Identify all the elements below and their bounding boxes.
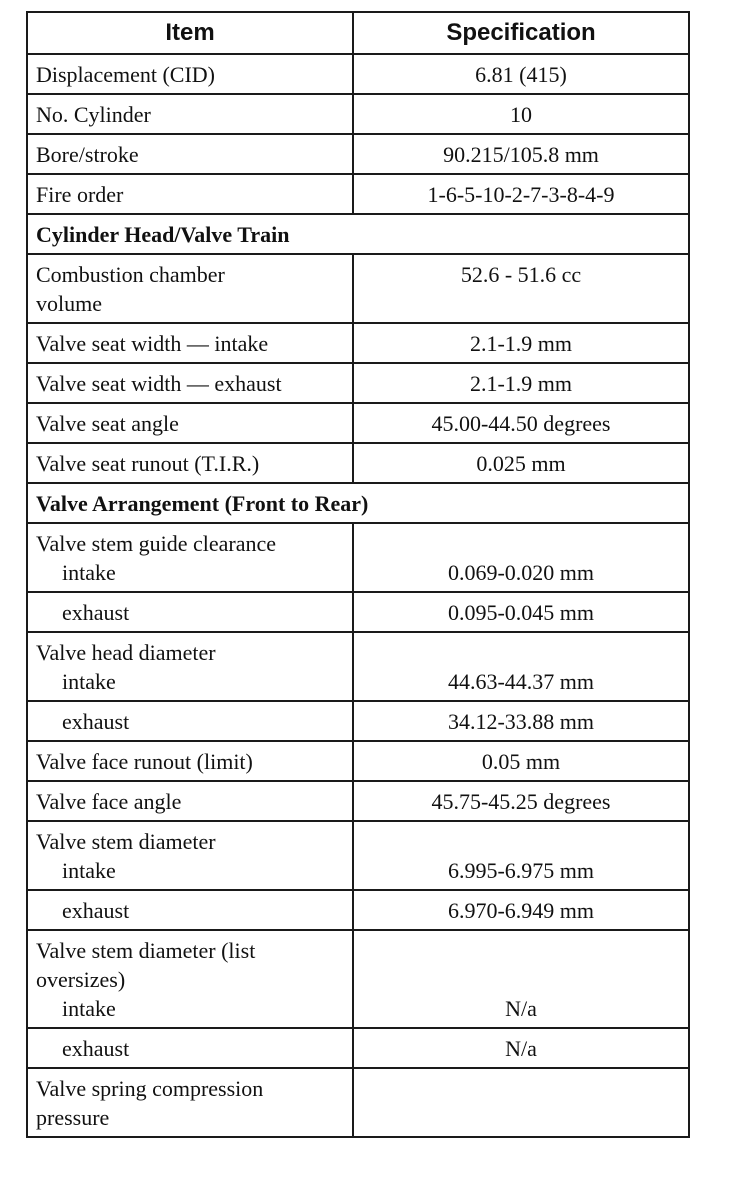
item-cell: Displacement (CID) xyxy=(27,54,353,94)
table-header-row xyxy=(27,12,689,54)
table-row xyxy=(27,134,689,174)
header-specification: Specification xyxy=(353,12,689,54)
section-row xyxy=(27,483,689,523)
table-row xyxy=(27,523,689,592)
table-row xyxy=(27,930,689,1028)
table-row xyxy=(27,403,689,443)
item-line: Valve stem diameter (list xyxy=(36,938,256,963)
table-row xyxy=(27,701,689,741)
item-line-continued: pressure xyxy=(36,1105,110,1130)
table-row xyxy=(27,54,689,94)
item-line-continued: oversizes) xyxy=(36,967,126,992)
sub-item-cell: exhaust xyxy=(27,701,353,741)
spec-cell: 34.12-33.88 mm xyxy=(353,701,689,741)
section-row xyxy=(27,214,689,254)
table-row xyxy=(27,1028,689,1068)
spec-cell: 6.970-6.949 mm xyxy=(353,890,689,930)
item-line-continued: volume xyxy=(36,291,102,316)
item-cell: No. Cylinder xyxy=(27,94,353,134)
spec-cell: 90.215/105.8 mm xyxy=(353,134,689,174)
spec-cell: 6.81 (415) xyxy=(353,54,689,94)
sub-item-line: intake xyxy=(62,669,116,694)
spec-cell: 6.995-6.975 mm xyxy=(353,821,689,890)
spec-cell: 0.05 mm xyxy=(353,741,689,781)
table-row xyxy=(27,94,689,134)
item-cell xyxy=(27,1068,353,1137)
sub-item-cell: exhaust xyxy=(27,890,353,930)
table-row xyxy=(27,323,689,363)
sub-item-line: intake xyxy=(62,858,116,883)
section-heading: Cylinder Head/Valve Train xyxy=(27,214,689,254)
sub-item-line: intake xyxy=(62,996,116,1021)
item-cell: Valve seat angle xyxy=(27,403,353,443)
table-row xyxy=(27,443,689,483)
item-cell xyxy=(27,523,353,592)
item-cell: Valve face angle xyxy=(27,781,353,821)
table-row xyxy=(27,174,689,214)
sub-item-cell: exhaust xyxy=(27,1028,353,1068)
spec-cell: 45.75-45.25 degrees xyxy=(353,781,689,821)
spec-cell: 0.095-0.045 mm xyxy=(353,592,689,632)
table-row xyxy=(27,1068,689,1137)
item-cell: Valve face runout (limit) xyxy=(27,741,353,781)
item-line: Combustion chamber xyxy=(36,262,225,287)
table-row xyxy=(27,821,689,890)
item-line: Valve stem guide clearance xyxy=(36,531,277,556)
spec-cell: 2.1-1.9 mm xyxy=(353,363,689,403)
spec-cell: 52.6 - 51.6 cc xyxy=(353,254,689,323)
item-cell: Valve seat runout (T.I.R.) xyxy=(27,443,353,483)
table-row xyxy=(27,890,689,930)
spec-cell: 44.63-44.37 mm xyxy=(353,632,689,701)
item-cell: Bore/stroke xyxy=(27,134,353,174)
item-line: Valve spring compression xyxy=(36,1076,264,1101)
specification-table xyxy=(26,11,690,1138)
sub-item-cell: exhaust xyxy=(27,592,353,632)
item-line: Valve stem diameter xyxy=(36,829,216,854)
item-cell xyxy=(27,930,353,1028)
spec-cell: 0.025 mm xyxy=(353,443,689,483)
item-cell: Valve seat width — intake xyxy=(27,323,353,363)
item-cell: Valve seat width — exhaust xyxy=(27,363,353,403)
spec-cell: 45.00-44.50 degrees xyxy=(353,403,689,443)
spec-cell: N/a xyxy=(353,930,689,1028)
table-row xyxy=(27,632,689,701)
sub-item-line: intake xyxy=(62,560,116,585)
header-item: Item xyxy=(27,12,353,54)
item-cell xyxy=(27,632,353,701)
spec-cell: 0.069-0.020 mm xyxy=(353,523,689,592)
spec-cell: 10 xyxy=(353,94,689,134)
spec-cell: 1-6-5-10-2-7-3-8-4-9 xyxy=(353,174,689,214)
item-cell xyxy=(27,254,353,323)
item-cell xyxy=(27,821,353,890)
item-line: Valve head diameter xyxy=(36,640,216,665)
spec-cell: N/a xyxy=(353,1028,689,1068)
table-row xyxy=(27,741,689,781)
item-cell: Fire order xyxy=(27,174,353,214)
table-row xyxy=(27,781,689,821)
table-row xyxy=(27,363,689,403)
table-row xyxy=(27,592,689,632)
section-heading: Valve Arrangement (Front to Rear) xyxy=(27,483,689,523)
spec-cell: 2.1-1.9 mm xyxy=(353,323,689,363)
spec-cell xyxy=(353,1068,689,1137)
table-row xyxy=(27,254,689,323)
